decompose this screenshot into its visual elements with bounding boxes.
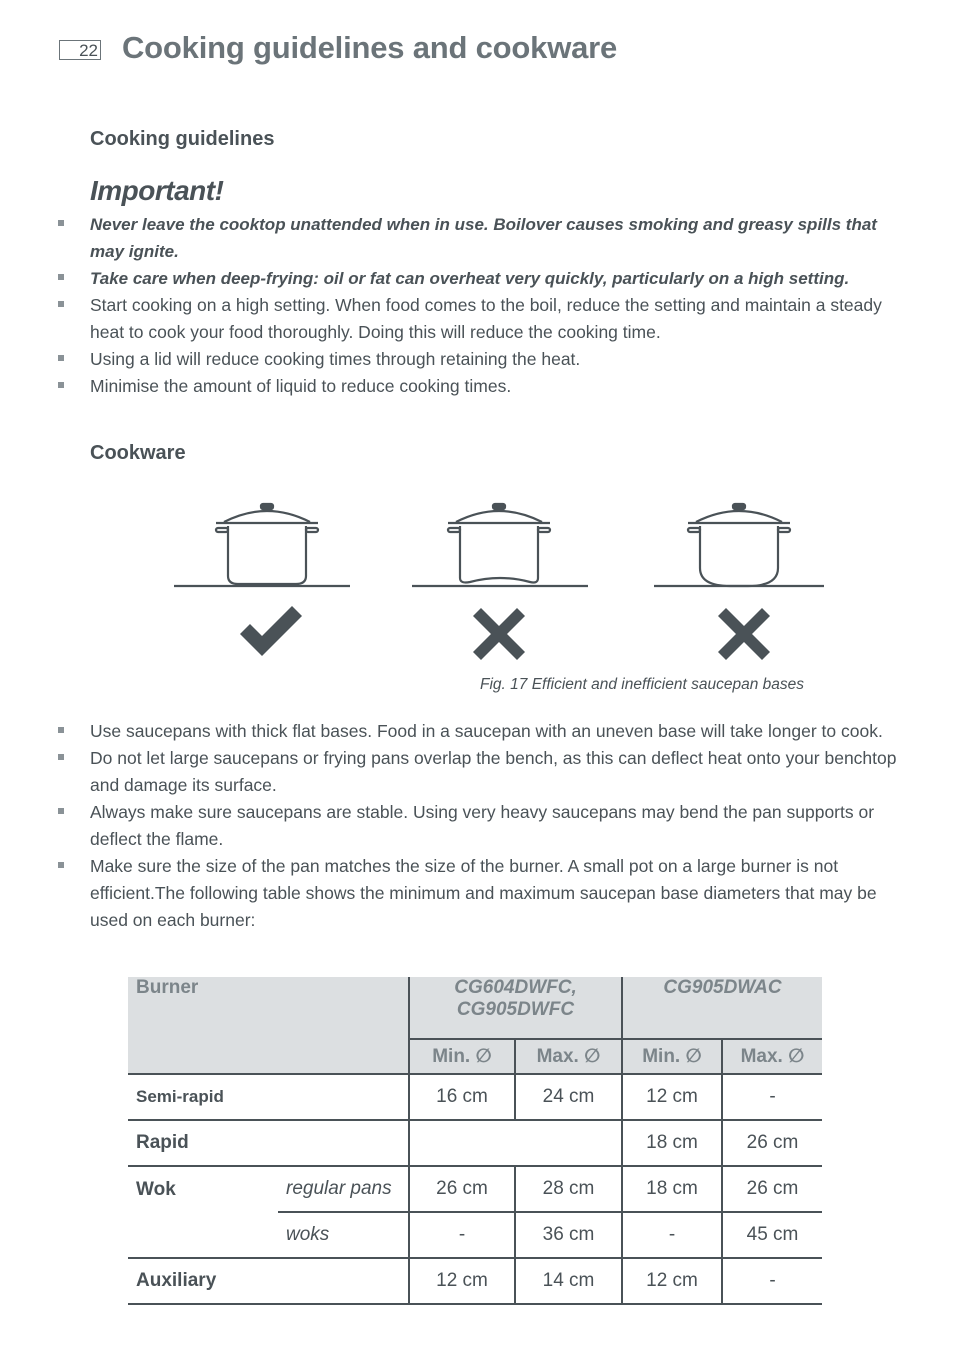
saucepan-flat-base-icon (174, 504, 350, 586)
table-row (128, 1258, 822, 1304)
bullet-square-icon (58, 301, 64, 307)
bullet-square-icon (58, 274, 64, 280)
list-item-text: Do not let large saucepans or frying pans overlap the bench, as this can deflect heat onto your benchtop and damage its surface. (90, 748, 897, 795)
cell-b-max: 26 cm (722, 1120, 822, 1166)
header-burner: Burner (128, 977, 409, 1074)
cell-a-max: 28 cm (515, 1166, 622, 1212)
cell-a-empty (409, 1120, 622, 1166)
row-name: Auxiliary (128, 1258, 409, 1304)
cell-a-max: 24 cm (515, 1074, 622, 1120)
cell-a-min: - (409, 1212, 515, 1258)
cell-b-max: 26 cm (722, 1166, 822, 1212)
list-item-text: Take care when deep-frying: oil or fat can overheat very quickly, particularly on a high setting. (90, 269, 850, 288)
row-name: Semi-rapid (128, 1074, 409, 1120)
cell-a-max: 14 cm (515, 1258, 622, 1304)
guidelines-list (0, 211, 900, 400)
bullet-square-icon (58, 808, 64, 814)
saucepan-rounded-base-icon (654, 504, 824, 586)
cell-b-max: 45 cm (722, 1212, 822, 1258)
list-item (0, 346, 900, 373)
header-model-a (409, 977, 622, 1039)
important-heading: Important! (90, 175, 224, 206)
cell-b-min: 18 cm (622, 1120, 722, 1166)
row-name: Rapid (128, 1120, 409, 1166)
row-subname: woks (278, 1212, 409, 1258)
list-item-text: Minimise the amount of liquid to reduce cooking times. (90, 376, 512, 396)
bullet-square-icon (58, 754, 64, 760)
list-item (0, 718, 900, 745)
cell-b-min: - (622, 1212, 722, 1258)
bullet-square-icon (58, 382, 64, 388)
row-subname: regular pans (278, 1166, 409, 1212)
list-item (0, 373, 900, 400)
list-item (0, 292, 900, 346)
cell-b-min: 12 cm (622, 1074, 722, 1120)
list-item (0, 799, 900, 853)
table-row (128, 1166, 822, 1212)
row-name: Wok (128, 1166, 278, 1258)
list-item (0, 853, 900, 934)
bullet-square-icon (58, 355, 64, 361)
cell-a-min: 12 cm (409, 1258, 515, 1304)
list-item-text: Use saucepans with thick flat bases. Food in a saucepan with an uneven base will take longer to cook. (90, 721, 883, 741)
list-item (0, 211, 900, 265)
cell-a-min: 16 cm (409, 1074, 515, 1120)
page-title: Cooking guidelines and cookware (122, 30, 618, 65)
table-row (128, 1120, 822, 1166)
list-item-text: Never leave the cooktop unattended when in use. Boilover causes smoking and greasy spills that may ignite. (90, 215, 877, 261)
list-item-text: Always make sure saucepans are stable. Using very heavy saucepans may bend the pan supports or deflect the flame. (90, 802, 875, 849)
list-item (0, 265, 900, 292)
header-a-min: Min. ∅ (409, 1039, 515, 1074)
bullet-square-icon (58, 727, 64, 733)
header-a-max: Max. ∅ (515, 1039, 622, 1074)
bullet-square-icon (58, 862, 64, 868)
saucepan-uneven-base-icon (412, 504, 588, 586)
cross-icon (473, 608, 525, 660)
cell-a-max: 36 cm (515, 1212, 622, 1258)
cross-icon (718, 608, 770, 660)
bullet-square-icon (58, 220, 64, 226)
figure-caption: Fig. 17 Efficient and inefficient saucepan bases (480, 676, 804, 693)
cell-a-min: 26 cm (409, 1166, 515, 1212)
header-b-min: Min. ∅ (622, 1039, 722, 1074)
header-model-a-line1: CG604DWFC, (454, 977, 577, 998)
check-icon (240, 606, 302, 656)
header-model-a-line2: CG905DWFC (456, 999, 575, 1020)
cell-b-min: 12 cm (622, 1258, 722, 1304)
burner-diameter-table (128, 977, 822, 1305)
list-item (0, 745, 900, 799)
cell-b-max: - (722, 1074, 822, 1120)
saucepan-bases-figure (160, 496, 840, 676)
header-b-max: Max. ∅ (722, 1039, 822, 1074)
header-model-b: CG905DWAC (622, 977, 822, 1039)
table-row (128, 1074, 822, 1120)
cell-b-min: 18 cm (622, 1166, 722, 1212)
list-item-text: Start cooking on a high setting. When food comes to the boil, reduce the setting and maintain a steady heat to cook your food thoroughly. Doing this will reduce the cooking time. (90, 295, 882, 342)
cookware-list (0, 718, 900, 934)
section-heading-cookware: Cookware (90, 442, 186, 464)
section-heading-cooking-guidelines: Cooking guidelines (90, 128, 275, 150)
cell-b-max: - (722, 1258, 822, 1304)
page-number: 22 (59, 40, 101, 60)
list-item-text: Make sure the size of the pan matches the size of the burner. A small pot on a large burner is not efficient.The following table shows the minimum and maximum saucepan base diameters that may be used on each burner: (90, 856, 877, 930)
list-item-text: Using a lid will reduce cooking times through retaining the heat. (90, 349, 581, 369)
